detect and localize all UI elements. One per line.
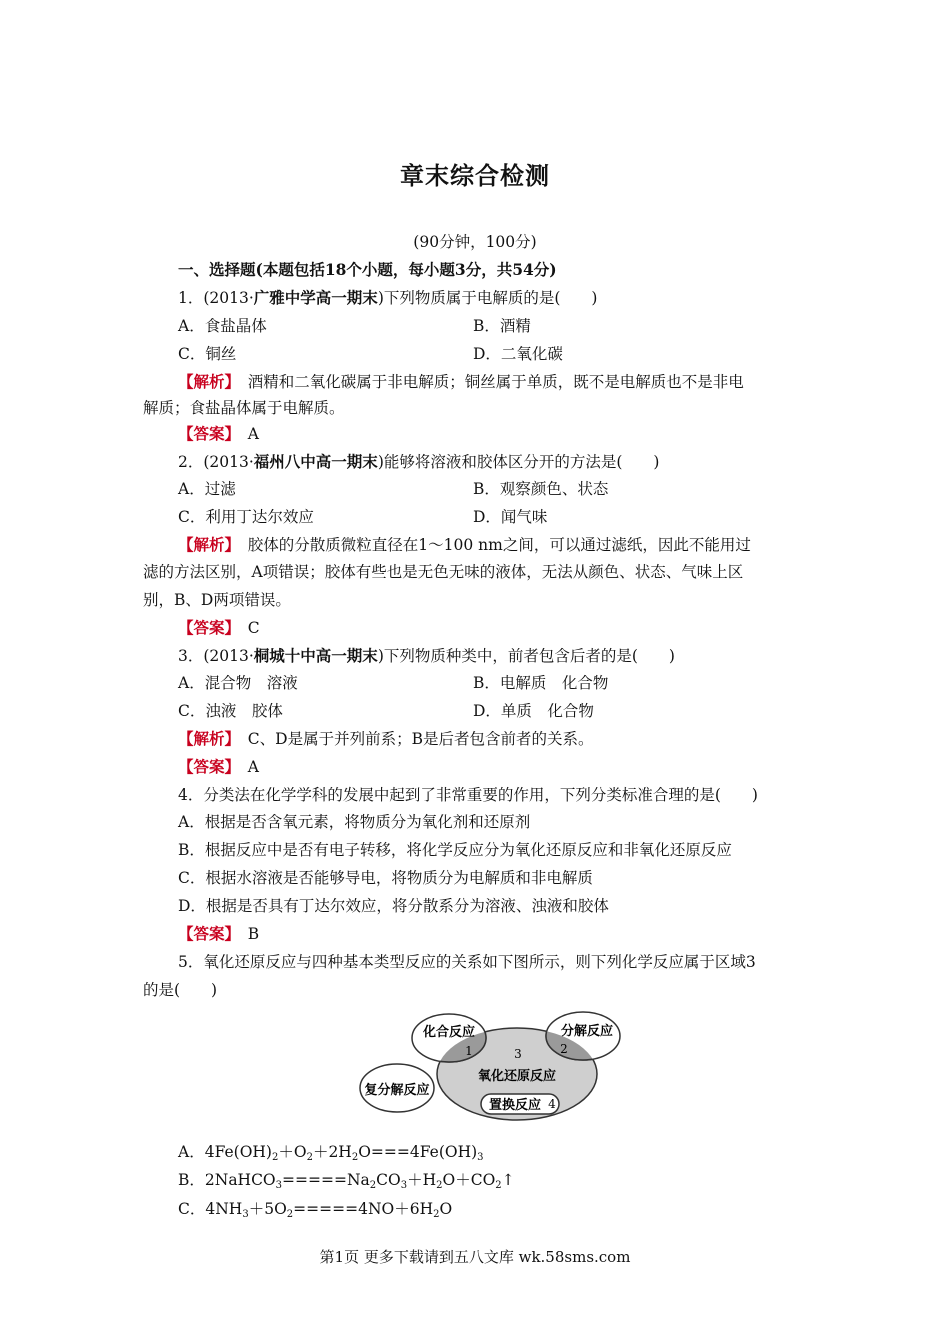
- answer-tag: 【答案】: [178, 424, 233, 443]
- analysis-tag: 【解析】: [178, 729, 233, 748]
- q1-option-b: B．酒精: [473, 317, 531, 335]
- q1-option-a: A．食盐晶体: [178, 317, 267, 335]
- q3-analysis: 【解析】 C、D是属于并列前系；B是后者包含前者的关系。: [178, 729, 594, 748]
- q4-option-d: D．根据是否具有丁达尔效应，将分散系分为溶液、浊液和胶体: [178, 897, 609, 915]
- reaction-relationship-diagram: [355, 1010, 625, 1122]
- q3-option-c: C．浊液 胶体: [178, 702, 283, 720]
- time-score-subtitle: (90分钟，100分): [413, 233, 537, 251]
- q1-analysis: 【解析】 酒精和二氧化碳属于非电解质；铜丝属于单质，既不是电解质也不是非电: [178, 372, 744, 391]
- region-4-label: 4: [548, 1097, 556, 1111]
- q5-stem-cont: 的是( ): [143, 981, 218, 999]
- q5-option-c: C．$4NH_3+5O_2=====4NO+6H_2O$: [178, 1200, 453, 1220]
- q3-option-b: B．电解质 化合物: [473, 674, 609, 692]
- decomposition-label: 分解反应: [560, 1024, 614, 1039]
- q3-source: 桐城十中高一期末: [253, 646, 378, 665]
- region-2-label: 2: [560, 1042, 568, 1056]
- q2-analysis-cont2: 别，B、D两项错误。: [143, 591, 291, 609]
- replacement-label: 置换反应: [488, 1098, 542, 1113]
- q2-answer: 【答案】 C: [178, 618, 260, 637]
- answer-tag: 【答案】: [178, 924, 233, 943]
- q5-option-b: B．$2NaHCO_3=====Na_2CO_3+H_2O+CO_2↑$: [178, 1171, 515, 1191]
- q1-analysis-cont: 解质；食盐晶体属于电解质。: [143, 399, 345, 417]
- q3-option-a: A．混合物 溶液: [178, 674, 298, 692]
- section-heading: 一、选择题(本题包括18个小题，每小题3分，共54分): [178, 260, 557, 279]
- q1-stem: 1．(2013·广雅中学高一期末)下列物质属于电解质的是( ): [178, 288, 598, 307]
- region-3-label: 3: [514, 1047, 522, 1061]
- page-footer: 第1页 更多下载请到五八文库 wk.58sms.com: [319, 1248, 631, 1266]
- q4-option-c: C．根据水溶液是否能够导电，将物质分为电解质和非电解质: [178, 869, 593, 887]
- double-decomposition-label: 复分解反应: [364, 1083, 430, 1098]
- analysis-tag: 【解析】: [178, 372, 233, 391]
- q2-option-b: B．观察颜色、状态: [473, 480, 609, 498]
- q4-answer: 【答案】 B: [178, 924, 260, 943]
- q2-option-d: D．闻气味: [473, 508, 548, 526]
- q2-stem: 2．(2013·福州八中高一期末)能够将溶液和胶体区分开的方法是( ): [178, 452, 660, 471]
- q3-answer: 【答案】 A: [178, 757, 259, 776]
- q4-option-a: A．根据是否含氧元素，将物质分为氧化剂和还原剂: [178, 813, 531, 831]
- q3-stem: 3．(2013·桐城十中高一期末)下列物质种类中，前者包含后者的是( ): [178, 646, 675, 665]
- q1-option-d: D．二氧化碳: [473, 345, 563, 363]
- combination-label: 化合反应: [422, 1025, 476, 1040]
- redox-label: 氧化还原反应: [477, 1069, 557, 1084]
- q2-option-a: A．过滤: [178, 480, 236, 498]
- answer-tag: 【答案】: [178, 757, 233, 776]
- q2-analysis-cont: 滤的方法区别，A项错误；胶体有些也是无色无味的液体，无法从颜色、状态、气味上区: [143, 563, 744, 581]
- page-title: 章末综合检测: [400, 162, 550, 190]
- q2-option-c: C．利用丁达尔效应: [178, 508, 314, 526]
- analysis-tag: 【解析】: [178, 535, 233, 554]
- q3-option-d: D．单质 化合物: [473, 702, 594, 720]
- answer-tag: 【答案】: [178, 618, 233, 637]
- q5-option-a: A．$4Fe(OH)_2+O_2+2H_2O===4Fe(OH)_3$: [178, 1143, 484, 1163]
- q4-option-b: B．根据反应中是否有电子转移，将化学反应分为氧化还原反应和非氧化还原反应: [178, 841, 732, 859]
- q2-source: 福州八中高一期末: [253, 452, 378, 471]
- q1-option-c: C．铜丝: [178, 345, 237, 363]
- q2-analysis: 【解析】 胶体的分散质微粒直径在1～100 nm之间，可以通过滤纸，因此不能用过: [178, 535, 751, 554]
- q1-source: 广雅中学高一期末: [253, 288, 378, 307]
- q5-stem: 5．氧化还原反应与四种基本类型反应的关系如下图所示，则下列化学反应属于区域3: [178, 953, 756, 971]
- q4-stem: 4．分类法在化学学科的发展中起到了非常重要的作用，下列分类标准合理的是( ): [178, 786, 758, 804]
- q1-answer: 【答案】 A: [178, 424, 259, 443]
- region-1-label: 1: [465, 1044, 473, 1058]
